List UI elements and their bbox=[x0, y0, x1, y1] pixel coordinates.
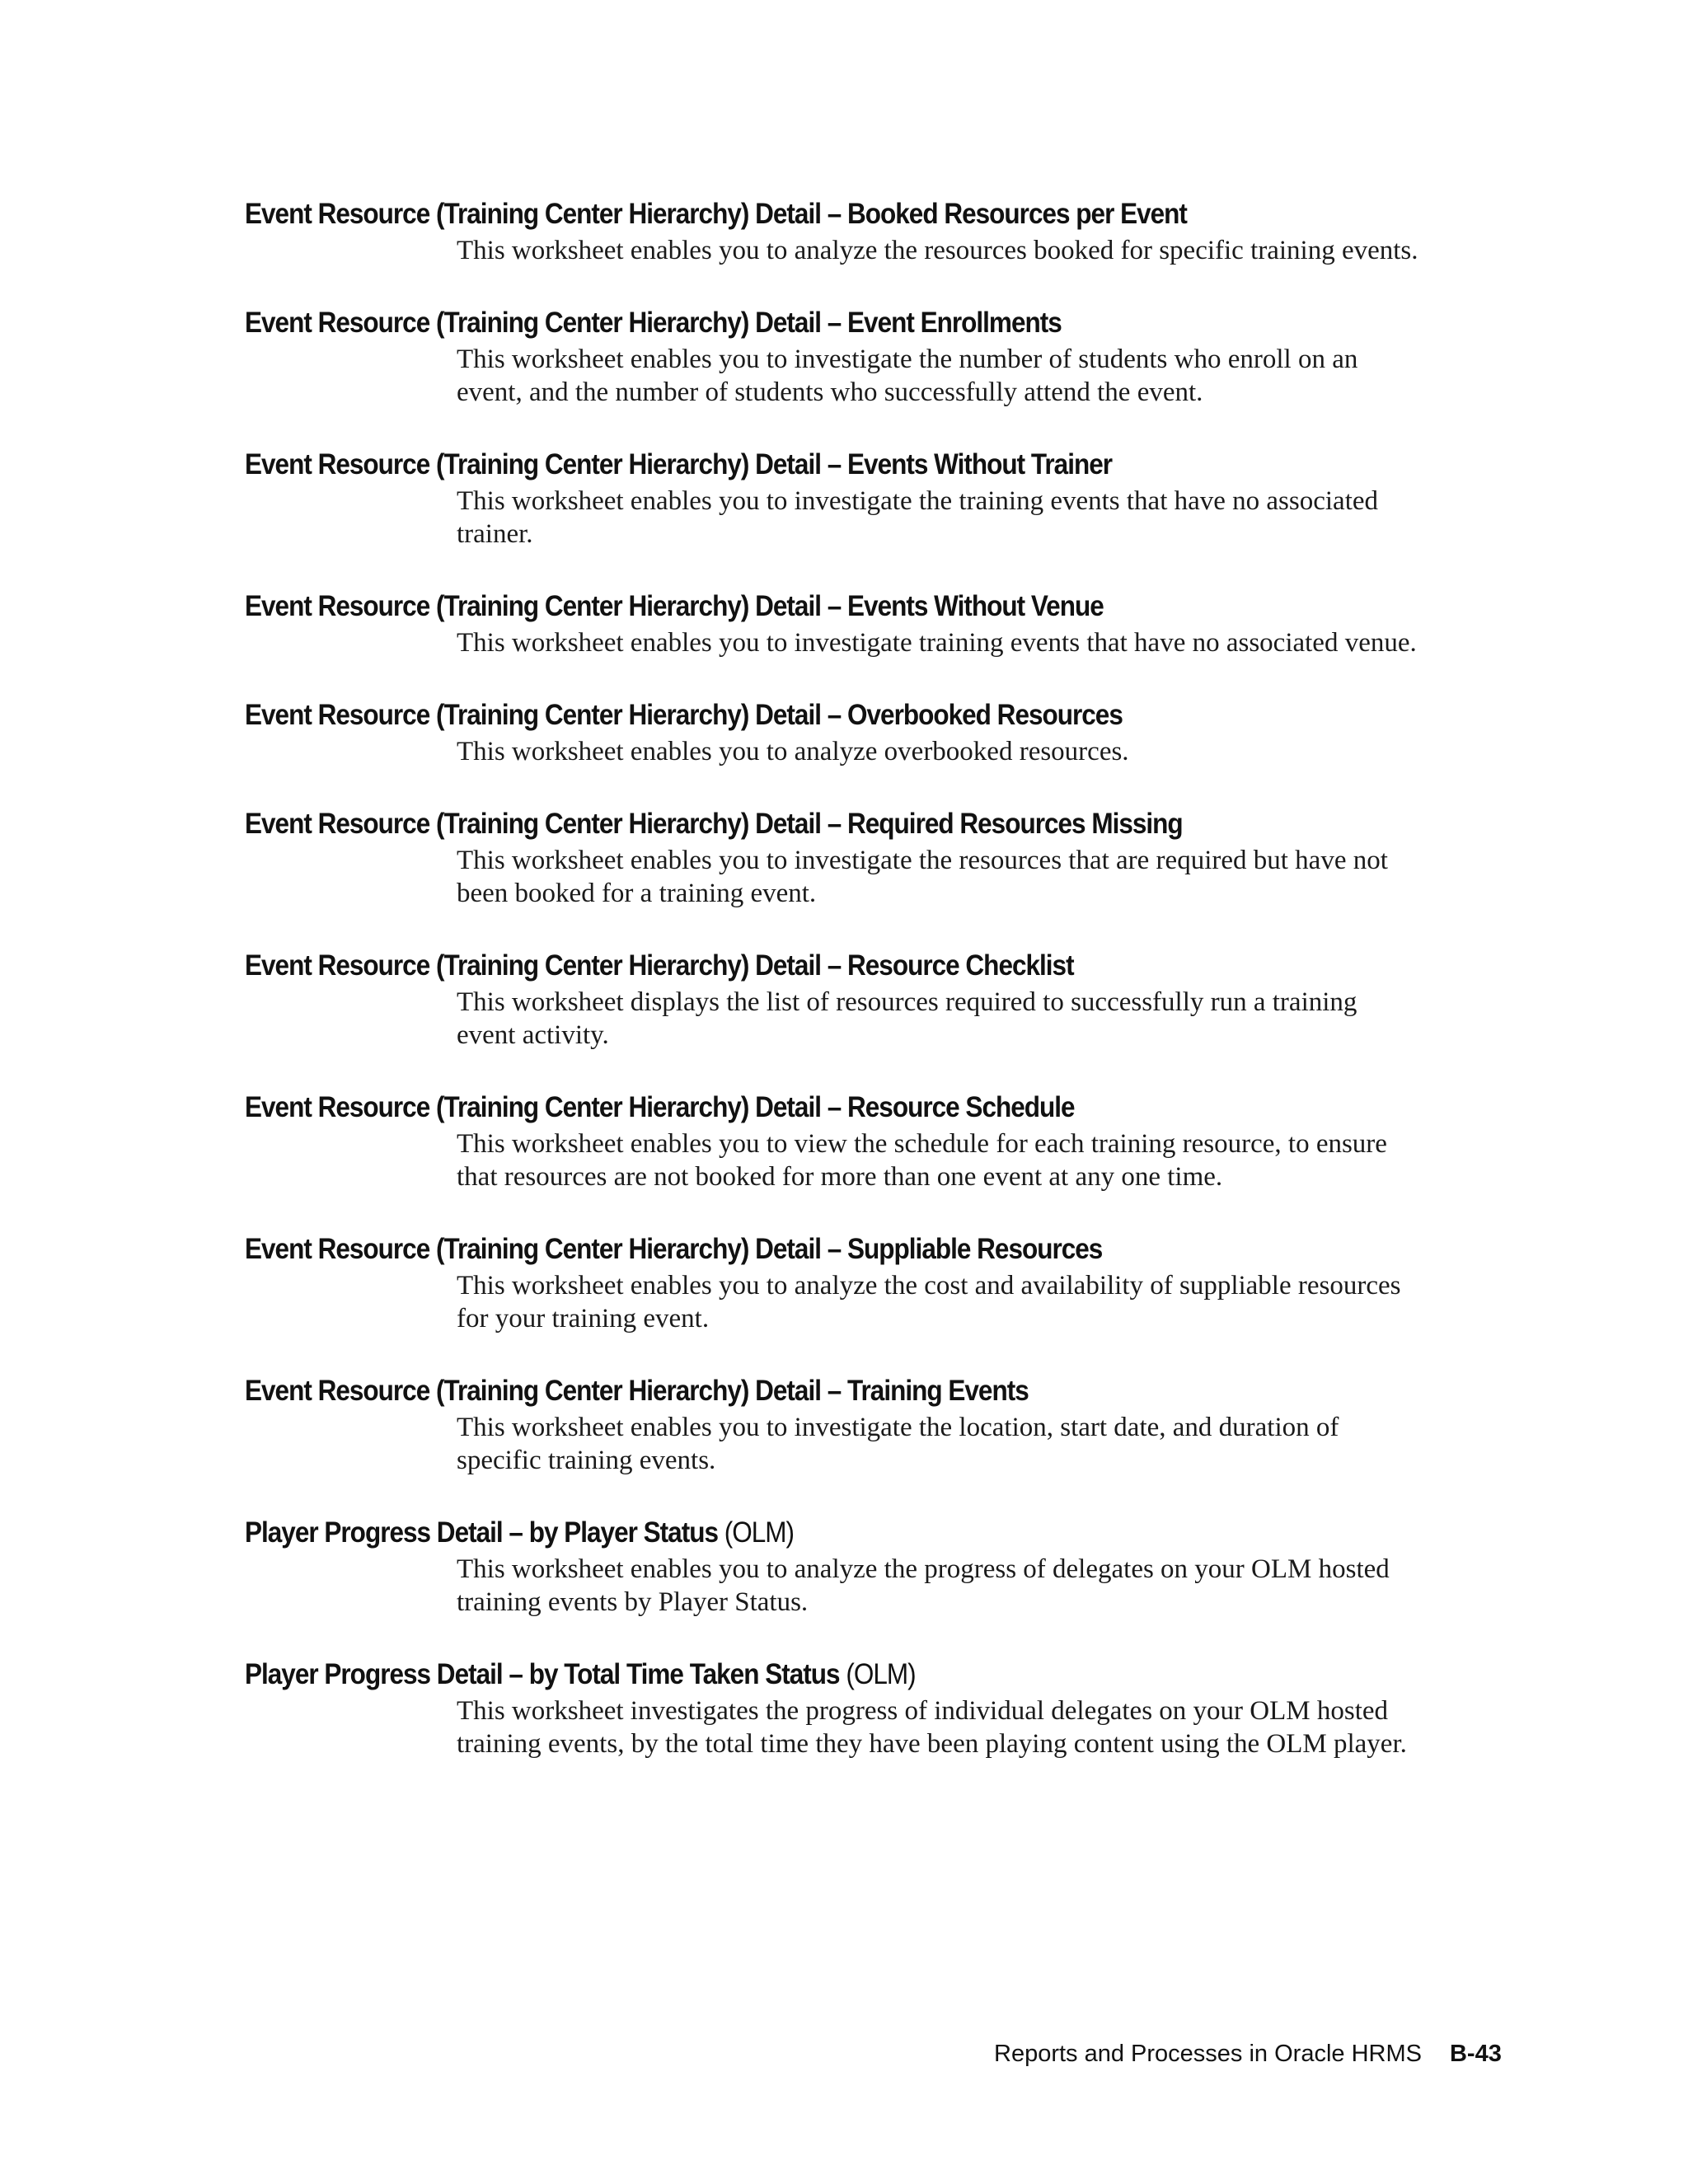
entry-heading: Event Resource (Training Center Hierarchy) Detail – Resource Checklist bbox=[245, 949, 1074, 982]
entry-description bbox=[457, 1411, 1528, 1477]
worksheet-entry bbox=[245, 948, 1531, 1052]
entry-description bbox=[457, 844, 1528, 910]
entry-description bbox=[457, 626, 1528, 659]
worksheet-entry bbox=[245, 1515, 1531, 1619]
description-line: for your training event. bbox=[457, 1304, 710, 1333]
worksheet-entry bbox=[245, 806, 1531, 910]
description-line: This worksheet enables you to analyze the cost and availability of suppliable resources bbox=[457, 1271, 1401, 1301]
entry-description bbox=[457, 485, 1528, 551]
entry-heading: Event Resource (Training Center Hierarchy) Detail – Event Enrollments bbox=[245, 307, 1062, 339]
entry-heading: Event Resource (Training Center Hierarchy) Detail – Booked Resources per Event bbox=[245, 198, 1187, 230]
worksheet-entry bbox=[245, 697, 1531, 768]
description-line: This worksheet enables you to investigate the number of students who enroll on an bbox=[457, 344, 1358, 374]
worksheet-entry bbox=[245, 305, 1531, 409]
description-line: event, and the number of students who successfully attend the event. bbox=[457, 377, 1203, 407]
description-line: This worksheet enables you to analyze the progress of delegates on your OLM hosted bbox=[457, 1554, 1390, 1584]
entry-heading: Player Progress Detail – by Player Status (OLM) bbox=[245, 1516, 795, 1549]
worksheet-entry bbox=[245, 588, 1531, 659]
entry-description bbox=[457, 1269, 1528, 1335]
description-line: This worksheet enables you to investigate the location, start date, and duration of bbox=[457, 1413, 1339, 1442]
description-line: This worksheet investigates the progress of individual delegates on your OLM hosted bbox=[457, 1696, 1389, 1726]
entry-heading: Event Resource (Training Center Hierarchy) Detail – Training Events bbox=[245, 1375, 1029, 1407]
description-line: This worksheet enables you to analyze the resources booked for specific training events. bbox=[457, 236, 1418, 265]
entry-heading: Event Resource (Training Center Hierarchy) Detail – Overbooked Resources bbox=[245, 699, 1123, 731]
worksheet-entry bbox=[245, 1231, 1531, 1335]
entry-heading: Event Resource (Training Center Hierarchy) Detail – Required Resources Missing bbox=[245, 808, 1183, 840]
description-line: This worksheet enables you to investigate the resources that are required but have not bbox=[457, 846, 1388, 875]
page-number: B-43 bbox=[1449, 2041, 1502, 2067]
entry-description bbox=[457, 735, 1528, 768]
worksheet-entry bbox=[245, 1090, 1531, 1193]
description-line: trainer. bbox=[457, 519, 533, 549]
description-line: This worksheet enables you to analyze overbooked resources. bbox=[457, 737, 1129, 766]
description-line: training events by Player Status. bbox=[457, 1587, 809, 1617]
worksheet-entry bbox=[245, 1657, 1531, 1760]
entry-description bbox=[457, 343, 1528, 409]
description-line: that resources are not booked for more than one event at any one time. bbox=[457, 1162, 1223, 1192]
worksheet-entry bbox=[245, 1373, 1531, 1477]
entry-description bbox=[457, 1694, 1528, 1760]
description-line: training events, by the total time they have been playing content using the OLM player. bbox=[457, 1729, 1407, 1759]
entry-description bbox=[457, 1553, 1528, 1619]
description-line: event activity. bbox=[457, 1020, 609, 1050]
entry-heading: Player Progress Detail – by Total Time Taken Status (OLM) bbox=[245, 1658, 916, 1690]
entry-heading: Event Resource (Training Center Hierarchy) Detail – Events Without Venue bbox=[245, 590, 1104, 622]
description-line: specific training events. bbox=[457, 1446, 716, 1475]
worksheet-entry bbox=[245, 447, 1531, 551]
entry-description bbox=[457, 234, 1528, 267]
description-line: This worksheet enables you to investigate the training events that have no associated bbox=[457, 486, 1379, 516]
footer-title: Reports and Processes in Oracle HRMS bbox=[994, 2041, 1422, 2067]
page-footer bbox=[994, 2039, 1502, 2069]
entry-heading: Event Resource (Training Center Hierarchy) Detail – Suppliable Resources bbox=[245, 1233, 1103, 1265]
worksheet-entry bbox=[245, 196, 1531, 267]
entry-heading: Event Resource (Training Center Hierarchy) Detail – Resource Schedule bbox=[245, 1091, 1075, 1123]
entry-description bbox=[457, 1127, 1528, 1193]
worksheet-list bbox=[245, 196, 1531, 1760]
description-line: This worksheet displays the list of resources required to successfully run a training bbox=[457, 987, 1357, 1017]
entry-heading: Event Resource (Training Center Hierarchy) Detail – Events Without Trainer bbox=[245, 448, 1113, 480]
description-line: This worksheet enables you to investigate training events that have no associated venue. bbox=[457, 628, 1417, 658]
description-line: This worksheet enables you to view the schedule for each training resource, to ensure bbox=[457, 1129, 1387, 1159]
description-line: been booked for a training event. bbox=[457, 879, 817, 908]
entry-description bbox=[457, 986, 1528, 1052]
